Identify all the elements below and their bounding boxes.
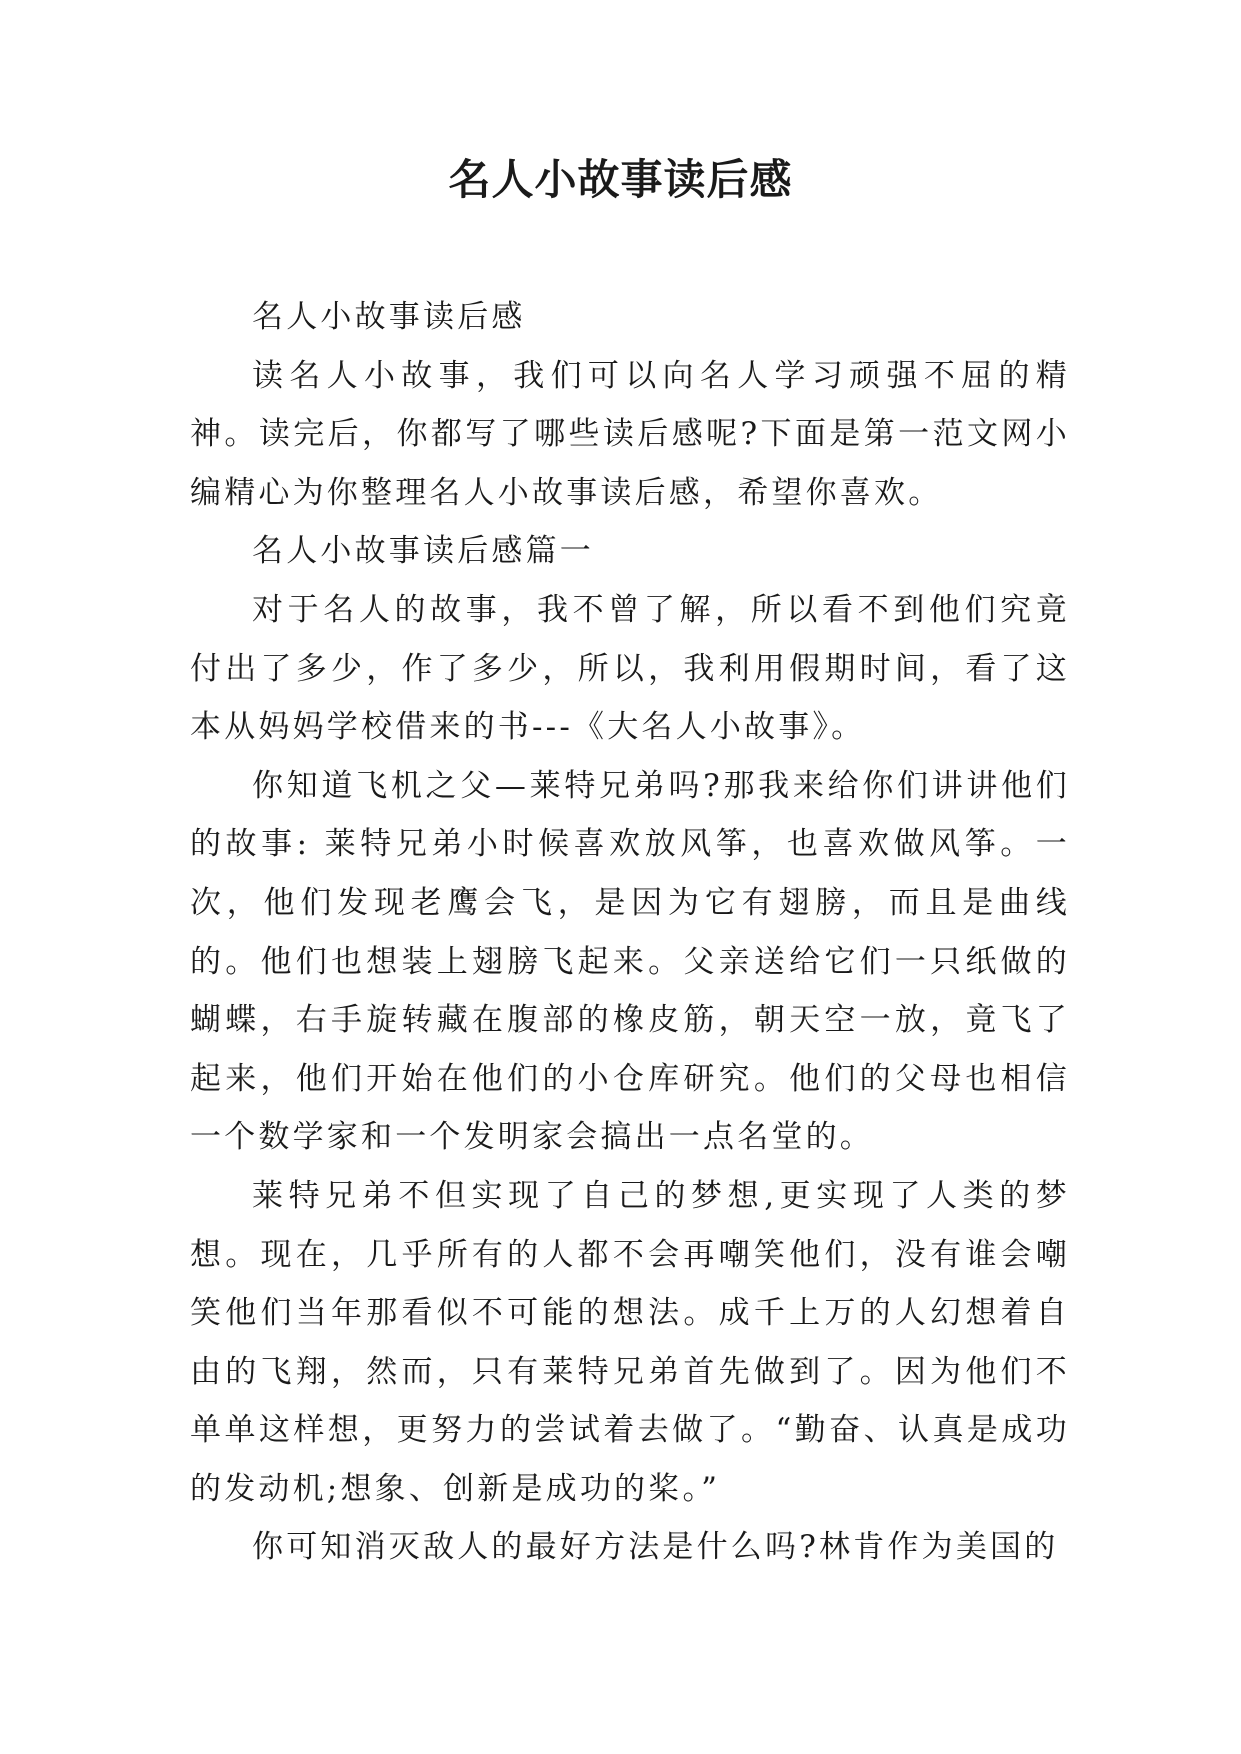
page-title: 名人小故事读后感 (448, 155, 793, 204)
article-body (190, 288, 1070, 1577)
intro-paragraph: 读名人小故事，我们可以向名人学习顽强不屈的精神。读完后，你都写了哪些读后感呢?下面是第一范文网小编精心为你整理名人小故事读后感，希望你喜欢。 (190, 357, 1070, 511)
body-paragraph: 你可知消灭敌人的最好方法是什么吗?林肯作为美国的 (252, 1529, 1059, 1566)
subtitle-paragraph: 名人小故事读后感 (252, 299, 526, 335)
body-paragraph: 你知道飞机之父—莱特兄弟吗?那我来给你们讲讲他们的故事: 莱特兄弟小时候喜欢放风筝，也喜欢做风筝。一次，他们发现老鹰会飞，是因为它有翅膀，而且是曲线的。他们也想装上翅膀飞起来。父亲送给它们一只纸做的蝴蝶，右手旋转藏在腹部的橡皮筋，朝天空一放，竟飞了起来，他们开始在他们的小仓库研究。他们的父母也相信一个数学家和一个发明家会搞出一点名堂的。 (190, 767, 1070, 1156)
section-heading: 名人小故事读后感篇一 (252, 533, 594, 570)
body-paragraph: 对于名人的故事，我不曾了解，所以看不到他们究竟付出了多少，作了多少，所以，我利用假期时间，看了这本从妈妈学校借来的书---《大名人小故事》。 (190, 591, 1070, 746)
body-paragraph: 莱特兄弟不但实现了自己的梦想,更实现了人类的梦想。现在，几乎所有的人都不会再嘲笑他们，没有谁会嘲笑他们当年那看似不可能的想法。成千上万的人幻想着自由的飞翔，然而，只有莱特兄弟首先做到了。因为他们不单单这样想，更努力的尝试着去做了。“勤奋、认真是成功的发动机;想象、创新是成功的桨。” (190, 1177, 1070, 1507)
